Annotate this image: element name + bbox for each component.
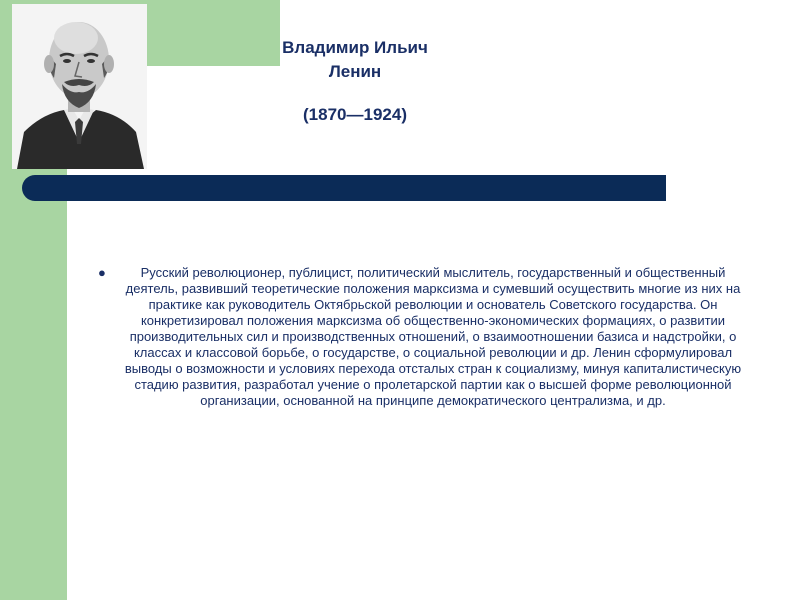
bullet-icon: ● xyxy=(98,265,106,280)
navy-divider-bar xyxy=(22,175,666,201)
life-years: (1870—1924) xyxy=(303,105,407,124)
title-block xyxy=(240,36,470,126)
name-line-2: Ленин xyxy=(328,62,382,81)
biography-paragraph: Русский революционер, публицист, политический мыслитель, государственный и общественный деятель, развивший теоретические положения марксизма и сумевший осуществить многие из них на практике как руководитель Октябрьской революции и основатель Советского государства. Он конкретизировал положения марксизма об общественно-экономических формациях, о развитии производительных сил и производственных отношений, о взаимоотношении базиса и надстройки, о классах и классовой борьбе, о государстве, о социальной революции и др. Ленин сформулировал выводы о возможности и условиях перехода отсталых стран к социализму, минуя капиталистическую стадию развития, разработал учение о пролетарской партии как о высшей форме революционной организации, основанной на принципе демократического централизма, и др. xyxy=(124,265,742,408)
portrait-image xyxy=(12,4,147,169)
name-line-1: Владимир Ильич xyxy=(282,38,428,57)
biography-block xyxy=(98,265,750,409)
